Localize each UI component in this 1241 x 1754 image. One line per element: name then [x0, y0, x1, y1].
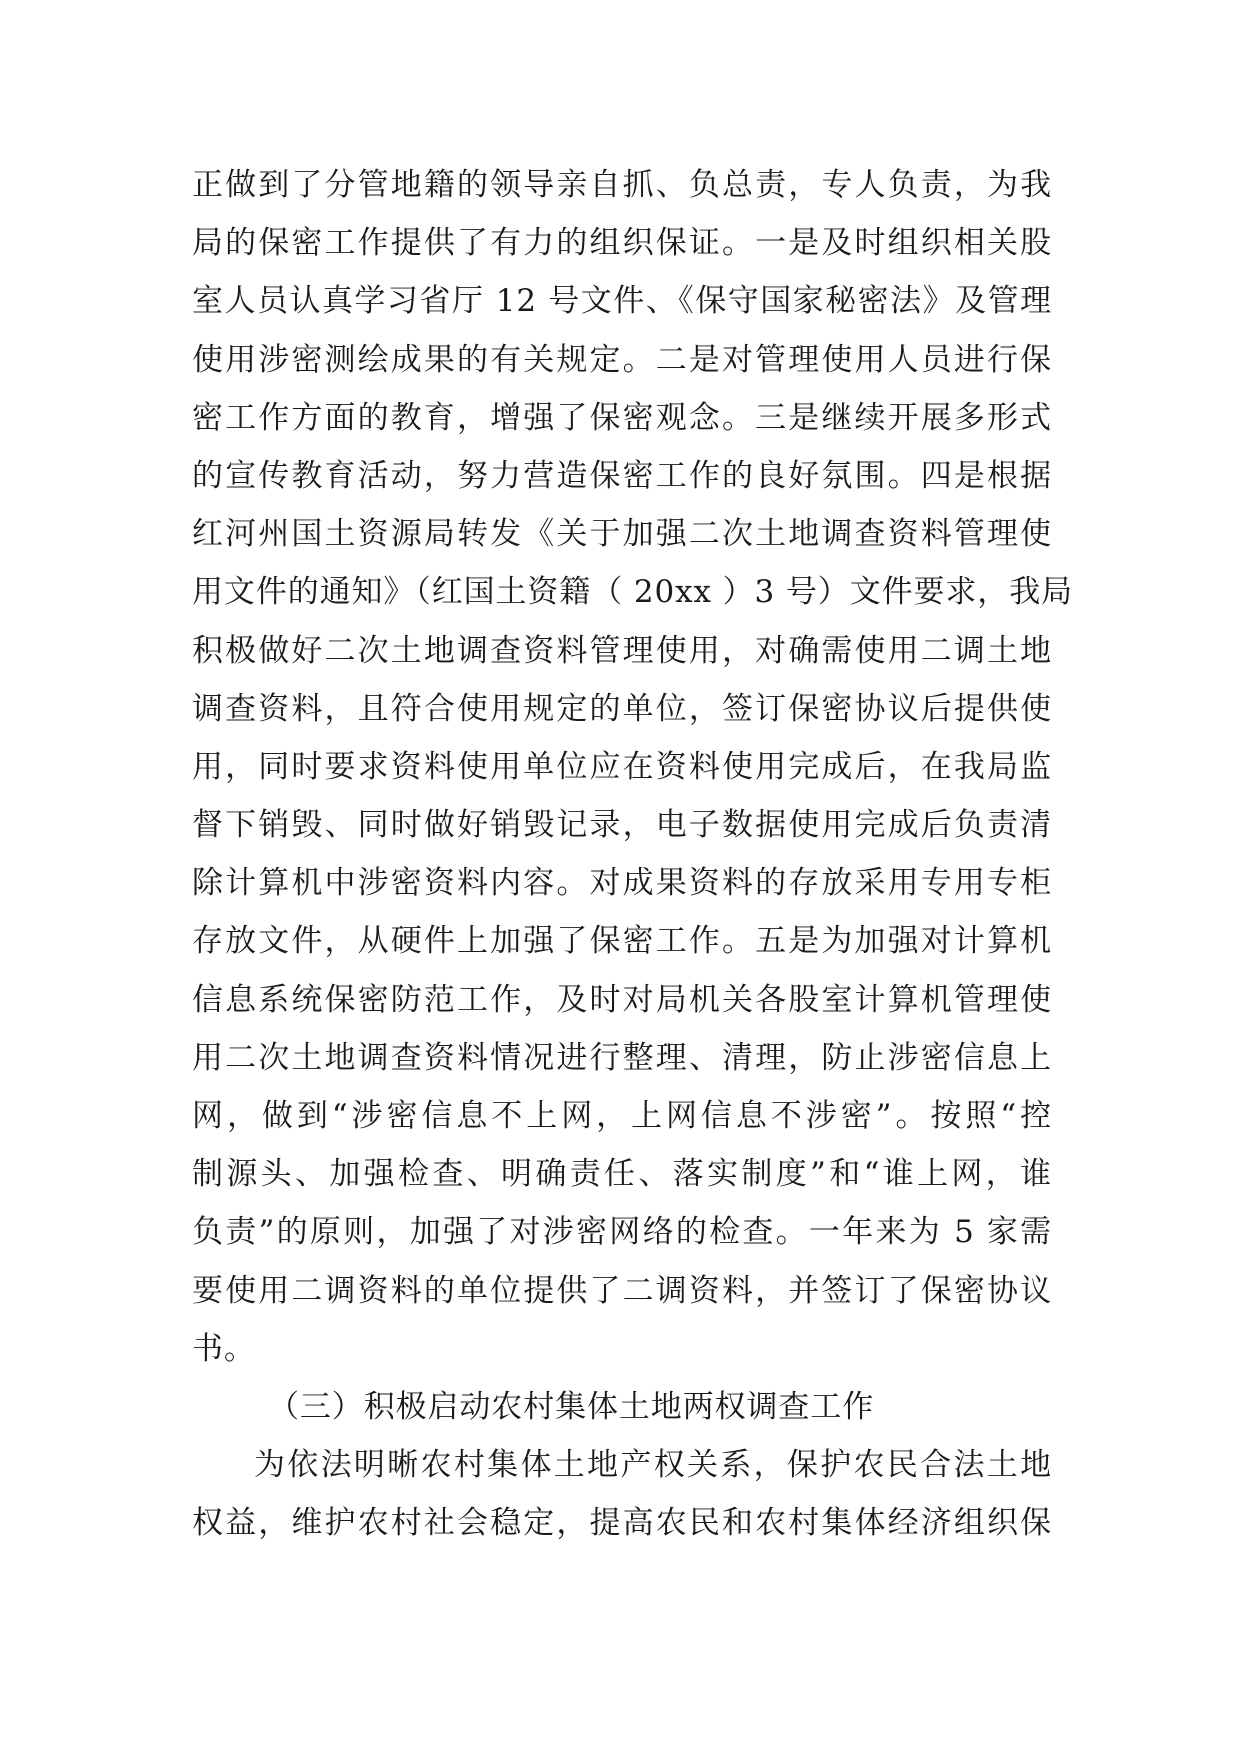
text-line: 除计算机中涉密资料内容。对成果资料的存放采用专用专柜	[192, 865, 1052, 902]
text-line: 使用涉密测绘成果的有关规定。二是对管理使用人员进行保	[192, 341, 1052, 378]
text-line: 红河州国土资源局转发《关于加强二次土地调查资料管理使	[192, 516, 1052, 553]
text-line: 调查资料，且符合使用规定的单位，签订保密协议后提供使	[192, 690, 1052, 727]
text-line: 要使用二调资料的单位提供了二调资料，并签订了保密协议	[192, 1272, 1052, 1309]
text-line: 督下销毁、同时做好销毁记录，电子数据使用完成后负责清	[192, 807, 1052, 844]
body-text	[192, 156, 1073, 1553]
paragraph-first-line: 为依法明晰农村集体土地产权关系，保护农民合法土地	[254, 1447, 1052, 1484]
text-line: 正做到了分管地籍的领导亲自抓、负总责，专人负责，为我	[192, 167, 1052, 203]
text-line: 网，做到“涉密信息不上网，上网信息不涉密”。按照“控	[192, 1098, 1052, 1134]
text-line: 信息系统保密防范工作，及时对局机关各股室计算机管理使	[192, 981, 1052, 1018]
text-line: 权益，维护农村社会稳定，提高农民和农村集体经济组织保	[192, 1505, 1052, 1542]
text-line: 密工作方面的教育，增强了保密观念。三是继续开展多形式	[192, 399, 1052, 436]
paragraph-end-line: 书。	[192, 1330, 256, 1367]
section-heading: （三）积极启动农村集体土地两权调查工作	[268, 1388, 875, 1425]
text-line: 室人员认真学习省厅 12 号文件、《保守国家秘密法》及管理	[192, 283, 1052, 320]
text-line: 用二次土地调查资料情况进行整理、清理，防止涉密信息上	[192, 1039, 1052, 1076]
text-line: 的宣传教育活动，努力营造保密工作的良好氛围。四是根据	[192, 457, 1052, 494]
text-line: 负责”的原则，加强了对涉密网络的检查。一年来为 5 家需	[192, 1214, 1052, 1251]
text-line: 用文件的通知》（红国土资籍（ 20xx ）3 号）文件要求，我局	[192, 574, 1073, 611]
text-line: 制源头、加强检查、明确责任、落实制度”和“谁上网，谁	[192, 1156, 1052, 1193]
text-line: 局的保密工作提供了有力的组织保证。一是及时组织相关股	[192, 225, 1052, 262]
text-line: 积极做好二次土地调查资料管理使用，对确需使用二调土地	[192, 632, 1052, 669]
text-line: 存放文件，从硬件上加强了保密工作。五是为加强对计算机	[192, 923, 1052, 960]
text-line: 用，同时要求资料使用单位应在资料使用完成后，在我局监	[192, 748, 1052, 785]
